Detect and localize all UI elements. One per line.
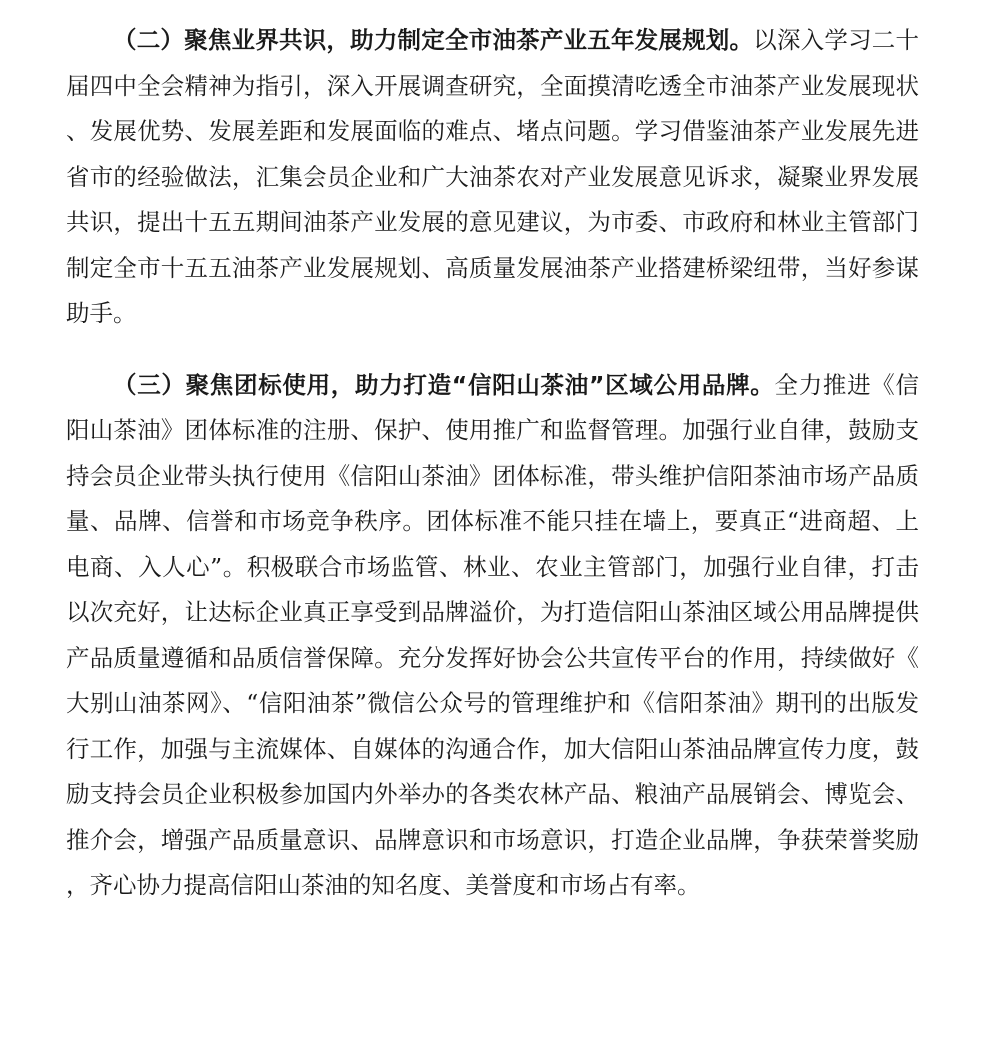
document-page [66,18,919,909]
paragraph-section-2 [66,18,919,337]
section-heading-2: （二）聚焦业界共识，助力制定全市油茶产业五年发展规划。 [113,26,754,54]
paragraph-section-3 [66,363,919,909]
section-body-2: 以深入学习二十届四中全会精神为指引，深入开展调查研究，全面摸清吃透全市油茶产业发展现状、发展优势、发展差距和发展面临的难点、堵点问题。学习借鉴油茶产业发展先进省市的经验做法，汇集会员企业和广大油茶农对产业发展意见诉求，凝聚业界发展共识，提出十五五期间油茶产业发展的意见建议，为市委、市政府和林业主管部门制定全市十五五油茶产业发展规划、高质量发展油茶产业搭建桥梁纽带，当好参谋助手。 [66,26,920,327]
section-heading-3: （三）聚焦团标使用，助力打造“信阳山茶油”区域公用品牌。 [113,370,775,399]
section-body-3: 全力推进《信阳山茶油》团体标准的注册、保护、使用推广和监督管理。加强行业自律，鼓励支持会员企业带头执行使用《信阳山茶油》团体标准，带头维护信阳茶油市场产品质量、品牌、信誉和市场竞争秩序。团体标准不能只挂在墙上，要真正“进商超、上电商、入人心”。积极联合市场监管、林业、农业主管部门，加强行业自律，打击以次充好，让达标企业真正享受到品牌溢价，为打造信阳山茶油区域公用品牌提供产品质量遵循和品质信誉保障。充分发挥好协会公共宣传平台的作用，持续做好《大别山油茶网》、“信阳油茶”微信公众号的管理维护和《信阳茶油》期刊的出版发行工作，加强与主流媒体、自媒体的沟通合作，加大信阳山茶油品牌宣传力度，鼓励支持会员企业积极参加国内外举办的各类农林产品、粮油产品展销会、博览会、推介会，增强产品质量意识、品牌意识和市场意识，打造企业品牌，争获荣誉奖励，齐心协力提高信阳山茶油的知名度、美誉度和市场占有率。 [66,370,920,899]
